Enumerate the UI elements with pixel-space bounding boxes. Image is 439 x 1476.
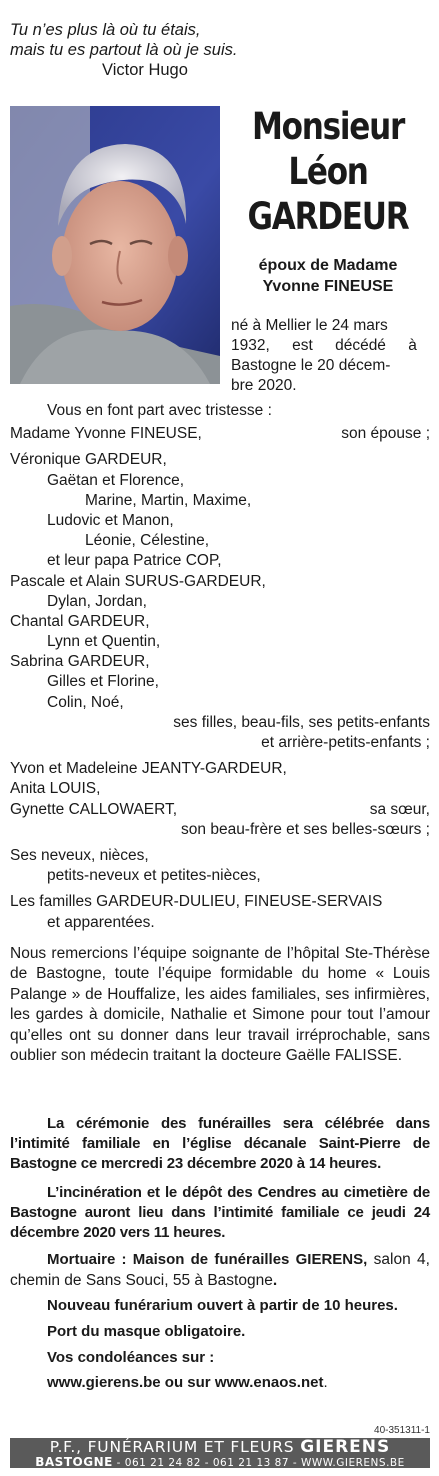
family-member: Gilles et Florine,	[47, 673, 159, 691]
mortuary-address: salon 4, chemin de Sans Souci, 55 à Bastogne	[10, 1251, 430, 1289]
spouse-line	[228, 255, 428, 297]
spouse-name: Madame Yvonne FINEUSE,	[10, 425, 202, 443]
sister-role: sa sœur,	[369, 800, 430, 818]
children-role-1: ses filles, beau-fils, ses petits-enfants	[173, 713, 430, 731]
condolences-sites[interactable]: www.gierens.be ou sur www.enaos.net	[47, 1374, 324, 1391]
family-member: Ludovic et Manon,	[47, 511, 174, 529]
families-line-1: Les familles GARDEUR-DULIEU, FINEUSE-SERVAIS	[10, 893, 383, 911]
mask-notice: Port du masque obligatoire.	[47, 1323, 246, 1340]
announcement	[10, 401, 430, 933]
family-member: Véronique GARDEUR,	[10, 451, 167, 469]
family-member: Marine, Martin, Maxime,	[85, 491, 252, 509]
birth-line-2-wrap	[231, 336, 430, 356]
birth-line-2: 1932, est décédé à	[231, 337, 417, 354]
family-member: Dylan, Jordan,	[47, 592, 147, 610]
birth-line-1: né à Mellier le 24 mars	[231, 317, 388, 334]
footer-line-2	[10, 1456, 430, 1469]
cremation-paragraph: L’incinération et le dépôt des Cendres au cimetière de Bastogne auront lieu dans l’intimité familiale ce jeudi 24 décembre 2020 vers 11 heures.	[10, 1184, 430, 1241]
family-member: Sabrina GARDEUR,	[10, 653, 150, 671]
condolences-label: Vos condoléances sur :	[47, 1349, 215, 1366]
family-member: Gaëtan et Florence,	[47, 471, 184, 489]
ceremony-paragraph: La cérémonie des funérailles sera célébrée dans l’intimité familiale en l’église décanale Saint-Pierre de Bastogne ce mercredi 23 décembre 2020 à 14 heures.	[10, 1115, 430, 1172]
deceased-name	[228, 104, 428, 239]
footer-brand: GIERENS	[300, 1437, 391, 1457]
families-line-2: et apparentées.	[47, 913, 155, 931]
family-member: Lynn et Quentin,	[47, 633, 161, 651]
sibling: Gynette CALLOWAERT,	[10, 800, 178, 818]
family-member: Chantal GARDEUR,	[10, 612, 150, 630]
quote-line-2: mais tu es partout là où je suis.	[10, 41, 238, 59]
footer-line-1	[10, 1438, 430, 1456]
condolences-end: .	[323, 1374, 328, 1391]
epigraph-quote	[10, 20, 237, 80]
children-role-2: et arrière-petits-enfants ;	[261, 734, 430, 751]
portrait-photo	[10, 106, 220, 384]
family-member: et leur papa Patrice COP,	[47, 552, 222, 570]
family-member: Léonie, Célestine,	[85, 532, 210, 550]
deceased-last-name: GARDEUR	[247, 195, 409, 238]
deceased-first-name: Léon	[288, 150, 368, 193]
siblings-role: son beau-frère et ses belles-sœurs ;	[181, 820, 430, 838]
spouse-role: son épouse ;	[341, 425, 430, 443]
birth-line-3: Bastogne le 20 décem-	[231, 357, 391, 374]
family-member: Pascale et Alain SURUS-GARDEUR,	[10, 572, 266, 590]
intro: Vous en font part avec tristesse :	[47, 402, 272, 419]
footer-services: P.F., FUNÉRARIUM ET FLEURS	[49, 1438, 301, 1456]
sibling: Anita LOUIS,	[10, 780, 101, 798]
spouse-entry	[10, 424, 430, 444]
mortuary-paragraph	[10, 1250, 430, 1291]
family-member: Colin, Noé,	[47, 693, 124, 711]
nephews-line-1: Ses neveux, nièces,	[10, 846, 149, 864]
thanks-paragraph: Nous remercions l’équipe soignante de l’hôpital Ste-Thérèse de Bastogne, toute l’équipe formidable du home « Louis Palange » de Houffalize, les aides familiales, ses infirmières, les gardes à domicile, Nathalie et Simone pour tout l’amour qu’elles ont su donner dans leur travail irréprochable, sans oublier son médecin traitant la docteure Gaëlle FALISSE.	[10, 945, 430, 1065]
nephews-line-2: petits-neveux et petites-nièces,	[47, 867, 261, 885]
funerarium-notice: Nouveau funérarium ouvert à partir de 10 heures.	[47, 1297, 398, 1314]
funeral-home-footer	[10, 1438, 430, 1468]
birth-line-4: bre 2020.	[231, 377, 297, 394]
mortuary-end: .	[272, 1271, 278, 1289]
mortuary-bold: Mortuaire : Maison de funérailles GIERENS,	[47, 1251, 368, 1268]
footer-city: BASTOGNE	[35, 1455, 113, 1469]
reference-number: 40-351311-1	[374, 1425, 430, 1436]
birth-death-info	[231, 316, 430, 396]
footer-contact: - 061 21 24 82 - 061 21 13 87 - WWW.GIERENS.BE	[112, 1457, 405, 1469]
quote-author: Victor Hugo	[102, 61, 188, 79]
condolences-sites-line	[10, 1373, 430, 1393]
quote-line-1: Tu n’es plus là où tu étais,	[10, 21, 201, 39]
spouse-line-1: époux de Madame	[258, 257, 398, 274]
spouse-line-2: Yvonne FINEUSE	[262, 278, 394, 295]
sibling-entry	[10, 800, 430, 820]
sibling: Yvon et Madeleine JEANTY-GARDEUR,	[10, 760, 287, 778]
deceased-title: Monsieur	[251, 105, 405, 148]
